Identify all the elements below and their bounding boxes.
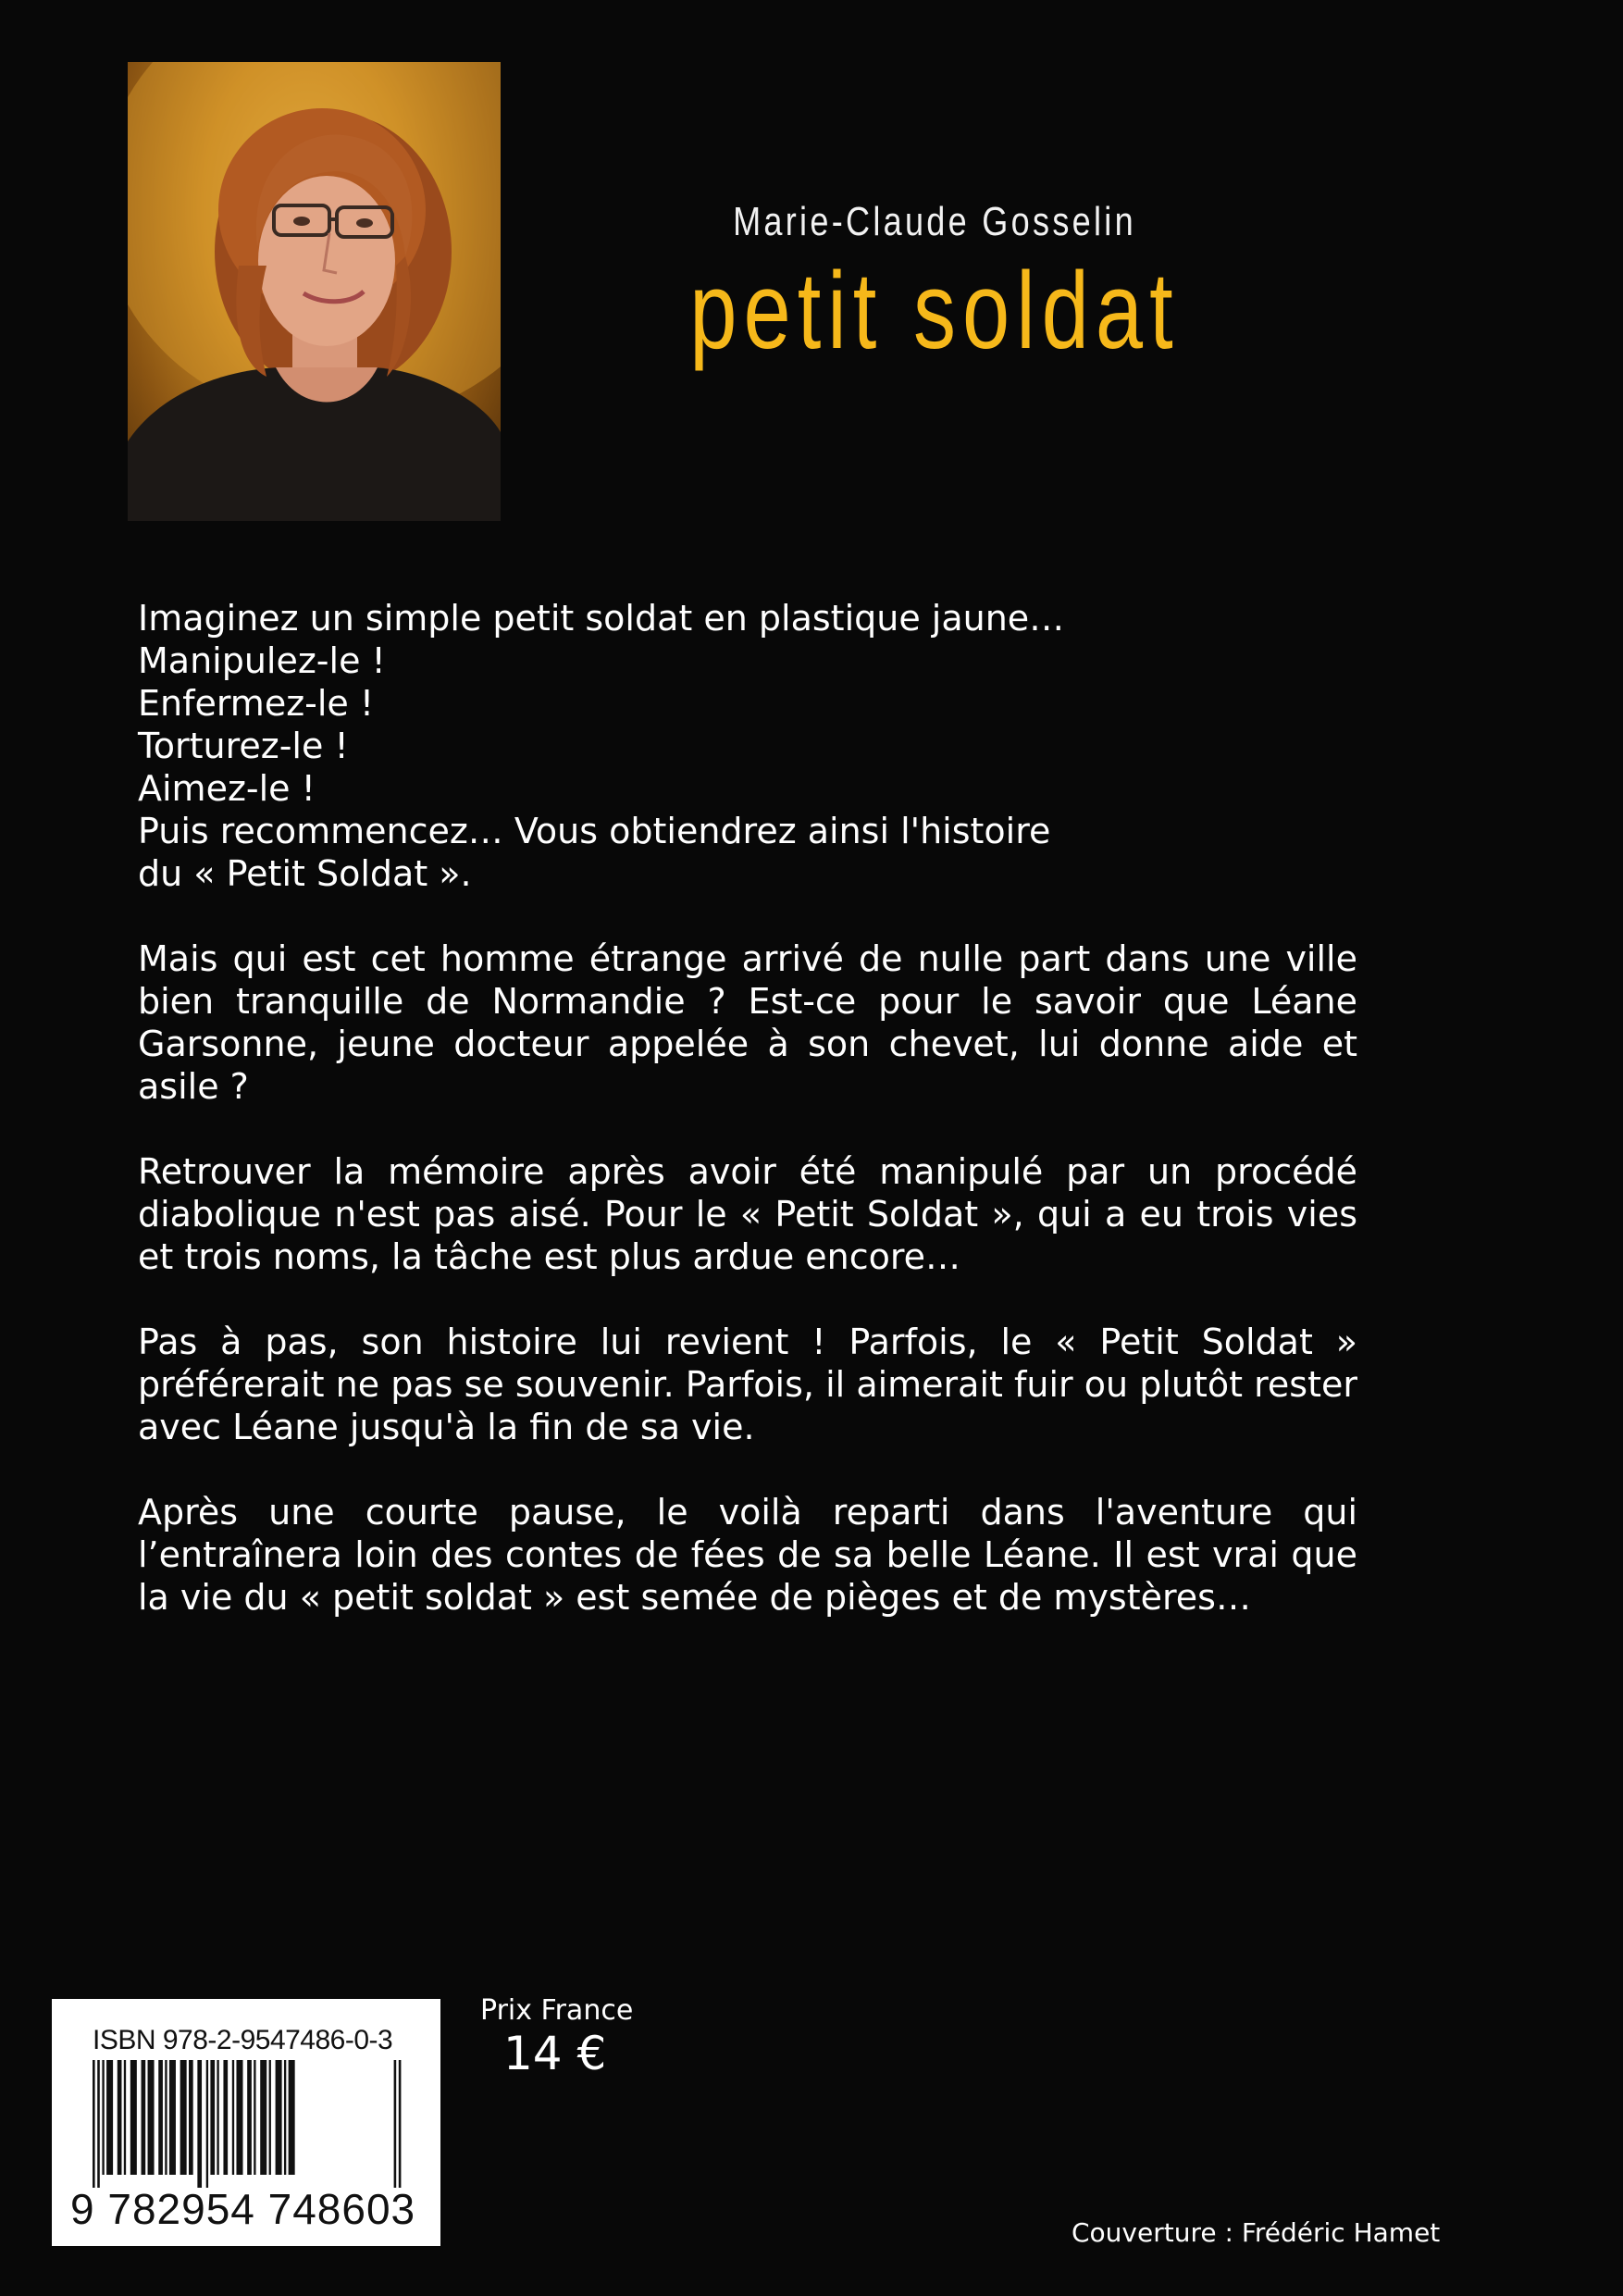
barcode-bar [210, 2060, 215, 2175]
blurb-intro-line: Manipulez-le ! [138, 640, 386, 681]
author-name: Marie-Claude Gosselin [733, 199, 1136, 244]
price-label: Prix France [480, 1994, 634, 2027]
barcode-bar [148, 2060, 155, 2175]
barcode-bar [394, 2060, 397, 2188]
blurb-intro-line: Enfermez-le ! [138, 683, 375, 724]
blurb-intro-line: Torturez-le ! [138, 726, 349, 766]
back-cover-blurb [138, 597, 1357, 1661]
isbn-digits: 9 782954 748603 [70, 2185, 416, 2233]
blurb-paragraph: Retrouver la mémoire après avoir été manipulé par un procédé diabolique n'est pas aisé. Pour le « Petit Soldat », qui a eu trois vies et trois noms, la tâche est plus ardue encore… [138, 1151, 1357, 1277]
barcode-bar [247, 2060, 252, 2175]
barcode-bar [399, 2060, 402, 2188]
blurb-intro-line: du « Petit Soldat ». [138, 853, 472, 894]
barcode-bar [223, 2060, 228, 2175]
barcode-bar [236, 2060, 242, 2175]
isbn-barcode-box [52, 1999, 440, 2246]
barcode-bar [106, 2060, 113, 2175]
blurb-paragraph: Après une courte pause, le voilà reparti dans l'aventure qui l’entraînera loin des contes de fées de sa belle Léane. Il est vrai que la vie du « petit soldat » est semée de pièges et de mystères… [138, 1492, 1357, 1618]
barcode-bar [130, 2060, 137, 2175]
barcode-bar [180, 2060, 187, 2175]
barcode-bar [189, 2060, 193, 2175]
cover-credit: Couverture : Frédéric Hamet [1072, 2217, 1441, 2248]
blurb-paragraph: Pas à pas, son histoire lui revient ! Parfois, le « Petit Soldat » préférerait ne pas se souvenir. Parfois, il aimerait fuir ou plutôt rester avec Léane jusqu'à la fin de sa vie. [138, 1322, 1357, 1447]
barcode-bar [289, 2060, 295, 2175]
author-photo [128, 62, 501, 521]
barcode-bar [276, 2060, 282, 2175]
barcode-bar [197, 2060, 202, 2188]
price-value: 14 € [503, 2027, 607, 2080]
blurb-intro [138, 597, 1357, 895]
barcode-bar [169, 2060, 176, 2175]
blurb-intro-line: Imaginez un simple petit soldat en plastique jaune… [138, 598, 1065, 639]
barcode-bar [260, 2060, 266, 2175]
barcode-bar [206, 2060, 208, 2188]
barcode-bar [165, 2060, 167, 2175]
barcode-bar [124, 2060, 126, 2175]
isbn-label: ISBN 978-2-9547486-0-3 [93, 2025, 393, 2055]
barcode-bar [269, 2060, 271, 2175]
barcode-bar [118, 2060, 122, 2175]
barcode-bar [142, 2060, 146, 2175]
blurb-intro-line: Aimez-le ! [138, 768, 316, 809]
barcode-bar [97, 2060, 100, 2188]
barcode-bar [232, 2060, 234, 2175]
blurb-paragraph: Mais qui est cet homme étrange arrivé de nulle part dans une ville bien tranquille de Normandie ? Est-ce pour le savoir que Léane Garsonne, jeune docteur appelée à son chevet, lui donne aide et asile ? [138, 938, 1357, 1107]
barcode-bar [93, 2060, 95, 2188]
barcode-bar [254, 2060, 255, 2175]
author-portrait-icon [128, 62, 501, 521]
blurb-intro-line: Puis recommencez… Vous obtiendrez ainsi l'histoire [138, 811, 1051, 851]
barcode-icon [93, 2060, 403, 2188]
barcode-bar [102, 2060, 104, 2175]
barcode-bar [158, 2060, 163, 2175]
barcode-bar [284, 2060, 286, 2175]
book-title: petit soldat [689, 250, 1180, 372]
barcode-bar [217, 2060, 218, 2175]
